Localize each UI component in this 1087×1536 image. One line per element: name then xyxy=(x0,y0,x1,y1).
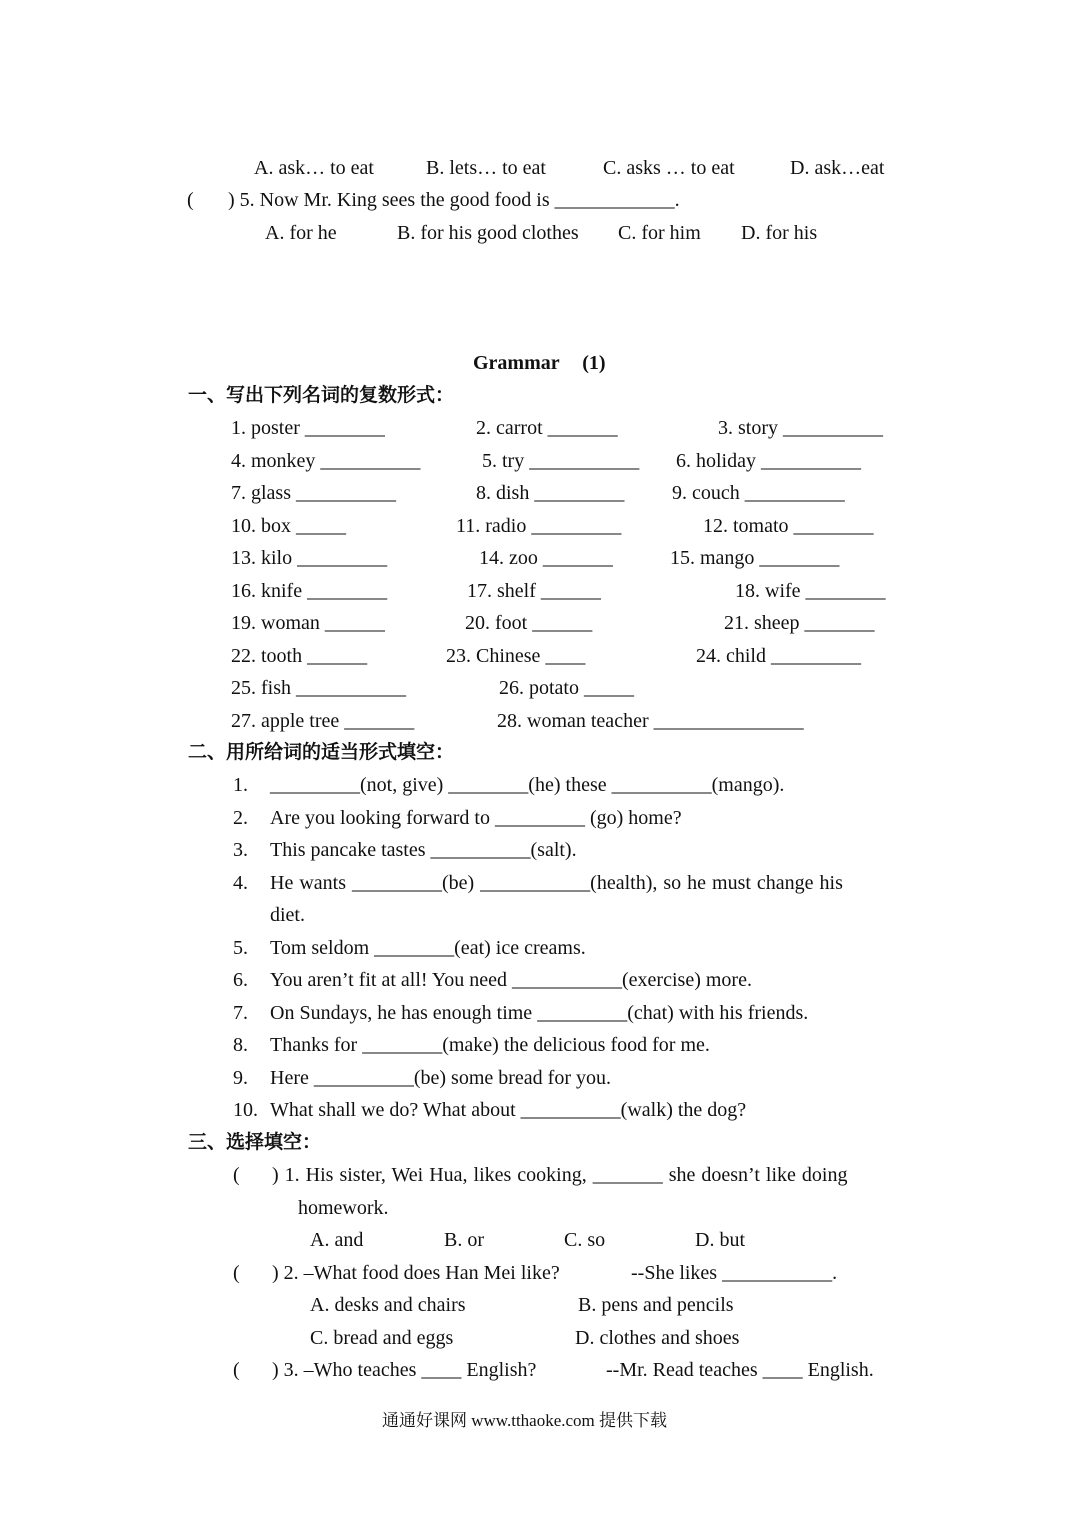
choice-q2-paren: ( xyxy=(233,1262,240,1284)
noun-item: 14. zoo _______ xyxy=(479,547,613,569)
noun-item: 16. knife ________ xyxy=(231,580,388,602)
choice-q2-option-a: A. desks and chairs xyxy=(310,1294,466,1316)
q5-option-d: D. for his xyxy=(741,222,818,244)
choice-q3-answer: --Mr. Read teaches ____ English. xyxy=(606,1359,874,1381)
fill-item-number: 2. xyxy=(233,807,248,829)
noun-item: 26. potato _____ xyxy=(499,677,634,699)
page-title: Grammar (1) xyxy=(473,352,606,374)
noun-item: 4. monkey __________ xyxy=(231,450,421,472)
choice-q2-option-d: D. clothes and shoes xyxy=(575,1327,740,1349)
noun-item: 6. holiday __________ xyxy=(676,450,861,472)
fill-item-text: Thanks for ________(make) the delicious food for me. xyxy=(270,1034,710,1056)
section-2-heading: 二、用所给词的适当形式填空： xyxy=(188,741,455,763)
q4-option-c: C. asks … to eat xyxy=(603,157,735,179)
choice-q1-option-d: D. but xyxy=(695,1229,745,1251)
q5-option-a: A. for he xyxy=(265,222,337,244)
noun-item: 8. dish _________ xyxy=(476,482,625,504)
noun-item: 17. shelf ______ xyxy=(467,580,601,602)
fill-item-text: You aren’t fit at all! You need ___________(exercise) more. xyxy=(270,969,752,991)
noun-item: 19. woman ______ xyxy=(231,612,385,634)
fill-item-text-continued: diet. xyxy=(270,904,305,926)
choice-q1-text-continued: homework. xyxy=(298,1197,389,1219)
choice-q2-answer: --She likes ___________. xyxy=(631,1262,838,1284)
noun-item: 13. kilo _________ xyxy=(231,547,388,569)
noun-item: 12. tomato ________ xyxy=(703,515,874,537)
fill-item-text: On Sundays, he has enough time _________(chat) with his friends. xyxy=(270,1002,809,1024)
fill-item-number: 3. xyxy=(233,839,248,861)
section-1-heading: 一、写出下列名词的复数形式： xyxy=(188,384,455,406)
noun-item: 23. Chinese ____ xyxy=(446,645,586,667)
fill-item-number: 6. xyxy=(233,969,248,991)
choice-q3-text: ) 3. –Who teaches ____ English? xyxy=(272,1359,537,1381)
q5-text: ) 5. Now Mr. King sees the good food is ____________. xyxy=(228,189,680,211)
fill-item-text: Here __________(be) some bread for you. xyxy=(270,1067,612,1089)
noun-item: 2. carrot _______ xyxy=(476,417,618,439)
noun-item: 22. tooth ______ xyxy=(231,645,368,667)
noun-item: 15. mango ________ xyxy=(670,547,840,569)
noun-item: 3. story __________ xyxy=(718,417,883,439)
fill-item-text: What shall we do? What about __________(walk) the dog? xyxy=(270,1099,747,1121)
fill-item-number: 5. xyxy=(233,937,248,959)
noun-item: 1. poster ________ xyxy=(231,417,385,439)
q5-paren: ( xyxy=(187,189,194,211)
choice-q2-text: ) 2. –What food does Han Mei like? xyxy=(272,1262,560,1284)
noun-item: 18. wife ________ xyxy=(735,580,886,602)
page-footer: 通通好课网 www.tthaoke.com 提供下载 xyxy=(382,1411,668,1430)
noun-item: 11. radio _________ xyxy=(456,515,622,537)
section-3-heading: 三、选择填空： xyxy=(188,1131,322,1153)
q4-option-d: D. ask…eat xyxy=(790,157,885,179)
fill-item-text: _________(not, give) ________(he) these __________(mango). xyxy=(270,774,785,796)
fill-item-number: 7. xyxy=(233,1002,248,1024)
choice-q1-option-b: B. or xyxy=(444,1229,484,1251)
noun-item: 24. child _________ xyxy=(696,645,861,667)
noun-item: 7. glass __________ xyxy=(231,482,396,504)
choice-q3-paren: ( xyxy=(233,1359,240,1381)
choice-q1-option-c: C. so xyxy=(564,1229,606,1251)
fill-item-number: 4. xyxy=(233,872,248,894)
noun-item: 25. fish ___________ xyxy=(231,677,406,699)
fill-item-text: Tom seldom ________(eat) ice creams. xyxy=(270,937,586,959)
fill-item-number: 8. xyxy=(233,1034,248,1056)
q4-option-b: B. lets… to eat xyxy=(426,157,546,179)
fill-item-text: This pancake tastes __________(salt). xyxy=(270,839,577,861)
q5-option-c: C. for him xyxy=(618,222,701,244)
noun-item: 27. apple tree _______ xyxy=(231,710,415,732)
fill-item-number: 9. xyxy=(233,1067,248,1089)
fill-item-text: He wants _________(be) ___________(health), so he must change his xyxy=(270,872,843,894)
q4-option-a: A. ask… to eat xyxy=(254,157,374,179)
fill-item-number: 10. xyxy=(233,1099,258,1121)
choice-q1-text: ) 1. His sister, Wei Hua, likes cooking, _______ she doesn’t like doing xyxy=(272,1164,848,1186)
noun-item: 21. sheep _______ xyxy=(724,612,875,634)
fill-item-number: 1. xyxy=(233,774,248,796)
q5-option-b: B. for his good clothes xyxy=(397,222,579,244)
fill-item-text: Are you looking forward to _________ (go) home? xyxy=(270,807,682,829)
noun-item: 20. foot ______ xyxy=(465,612,593,634)
choice-q2-option-c: C. bread and eggs xyxy=(310,1327,454,1349)
choice-q2-option-b: B. pens and pencils xyxy=(578,1294,734,1316)
noun-item: 28. woman teacher _______________ xyxy=(497,710,804,732)
noun-item: 9. couch __________ xyxy=(672,482,845,504)
noun-item: 5. try ___________ xyxy=(482,450,640,472)
noun-item: 10. box _____ xyxy=(231,515,346,537)
choice-q1-option-a: A. and xyxy=(310,1229,364,1251)
choice-q1-paren: ( xyxy=(233,1164,240,1186)
